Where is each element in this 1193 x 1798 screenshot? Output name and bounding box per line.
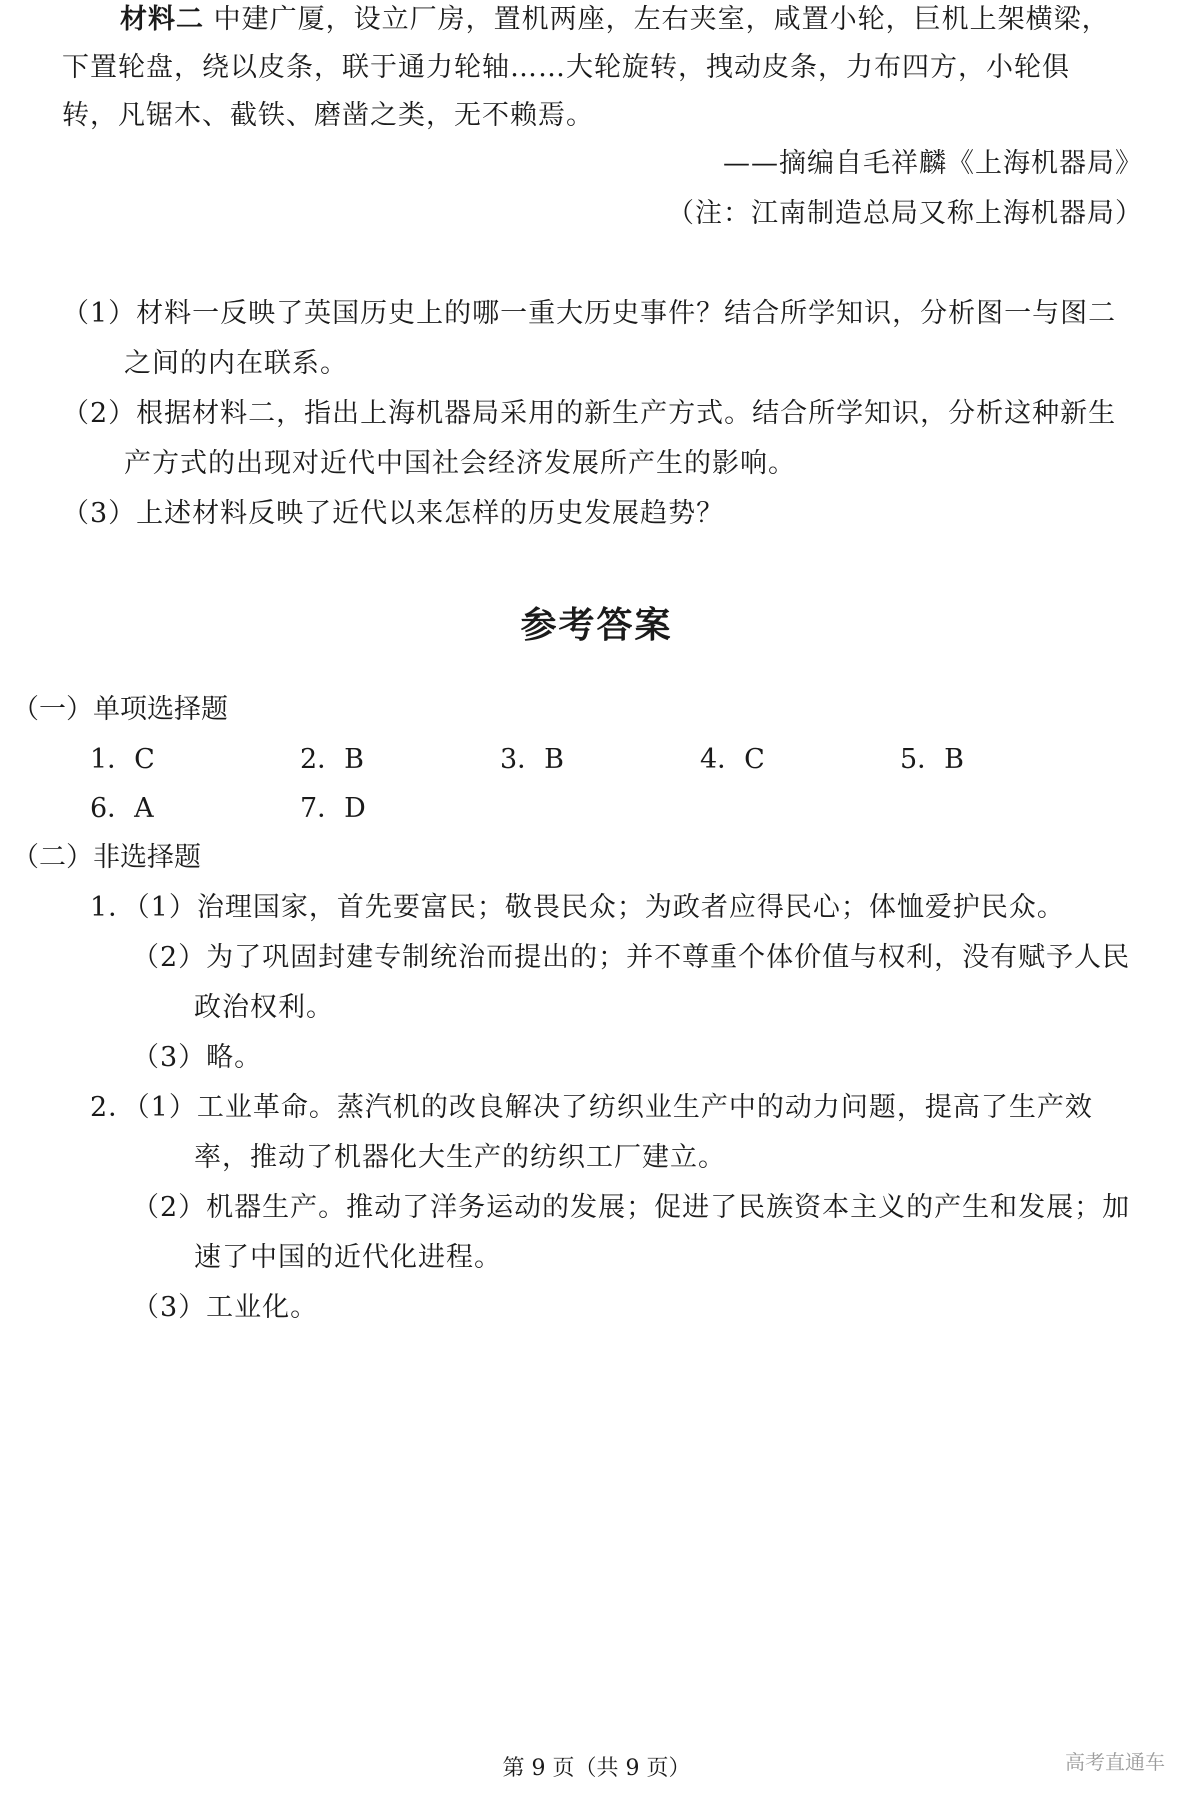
q1-answer-2-line1: （2）为了巩固封建专制统治而提出的；并不尊重个体价值与权利，没有赋予人民	[132, 942, 1131, 973]
mc-answer-2: 2．B	[300, 744, 365, 775]
q1-answer-1: 1．（1）治理国家，首先要富民；敬畏民众；为政者应得民心；体恤爱护民众。	[90, 892, 1065, 923]
question-2-line2: 产方式的出现对近代中国社会经济发展所产生的影响。	[124, 448, 796, 479]
question-2-line1: （2）根据材料二，指出上海机器局采用的新生产方式。结合所学知识，分析这种新生	[62, 398, 1117, 429]
material2-line1	[120, 2, 1110, 38]
mc-answer-4: 4．C	[700, 744, 765, 775]
q2-answer-1-line2: 率，推动了机器化大生产的纺织工厂建立。	[194, 1142, 726, 1173]
material2-line2: 下置轮盘，绕以皮条，联于通力轮轴……大轮旋转，拽动皮条，力布四方，小轮俱	[62, 52, 1070, 83]
mc-answer-7: 7．D	[300, 793, 366, 824]
material2-label: 材料二	[120, 4, 204, 35]
q1-answer-3: （3）略。	[132, 1042, 263, 1073]
material2-line3: 转，凡锯木、截铁、磨凿之类，无不赖焉。	[62, 100, 594, 131]
section1-heading: （一）单项选择题	[12, 694, 228, 725]
mc-answer-6: 6．A	[90, 793, 154, 824]
question-1-line2: 之间的内在联系。	[124, 348, 348, 379]
page-footer: 第 9 页（共 9 页）	[502, 1756, 691, 1781]
material2-line1-text: 中建广厦，设立厂房，置机两座，左右夹室，咸置小轮，巨机上架横梁，	[213, 4, 1110, 35]
mc-answer-1: 1．C	[90, 744, 155, 775]
q2-answer-3: （3）工业化。	[132, 1292, 319, 1323]
section2-heading: （二）非选择题	[12, 842, 201, 873]
question-1-line1: （1）材料一反映了英国历史上的哪一重大历史事件？结合所学知识，分析图一与图二	[62, 298, 1117, 329]
q2-answer-2-line1: （2）机器生产。推动了洋务运动的发展；促进了民族资本主义的产生和发展；加	[132, 1192, 1131, 1223]
mc-answer-5: 5．B	[900, 744, 965, 775]
mc-answer-3: 3．B	[500, 744, 565, 775]
q2-answer-2-line2: 速了中国的近代化进程。	[194, 1242, 502, 1273]
q2-answer-1-line1: 2．（1）工业革命。蒸汽机的改良解决了纺织业生产中的动力问题，提高了生产效	[90, 1092, 1093, 1123]
watermark: 高考直通车	[1065, 1750, 1165, 1774]
material2-note: （注：江南制造总局又称上海机器局）	[667, 198, 1143, 229]
answer-title: 参考答案	[520, 605, 673, 646]
q1-answer-2-line2: 政治权利。	[194, 992, 334, 1023]
material2-source: ——摘编自毛祥麟《上海机器局》	[723, 148, 1143, 179]
question-3-line1: （3）上述材料反映了近代以来怎样的历史发展趋势？	[62, 498, 725, 529]
